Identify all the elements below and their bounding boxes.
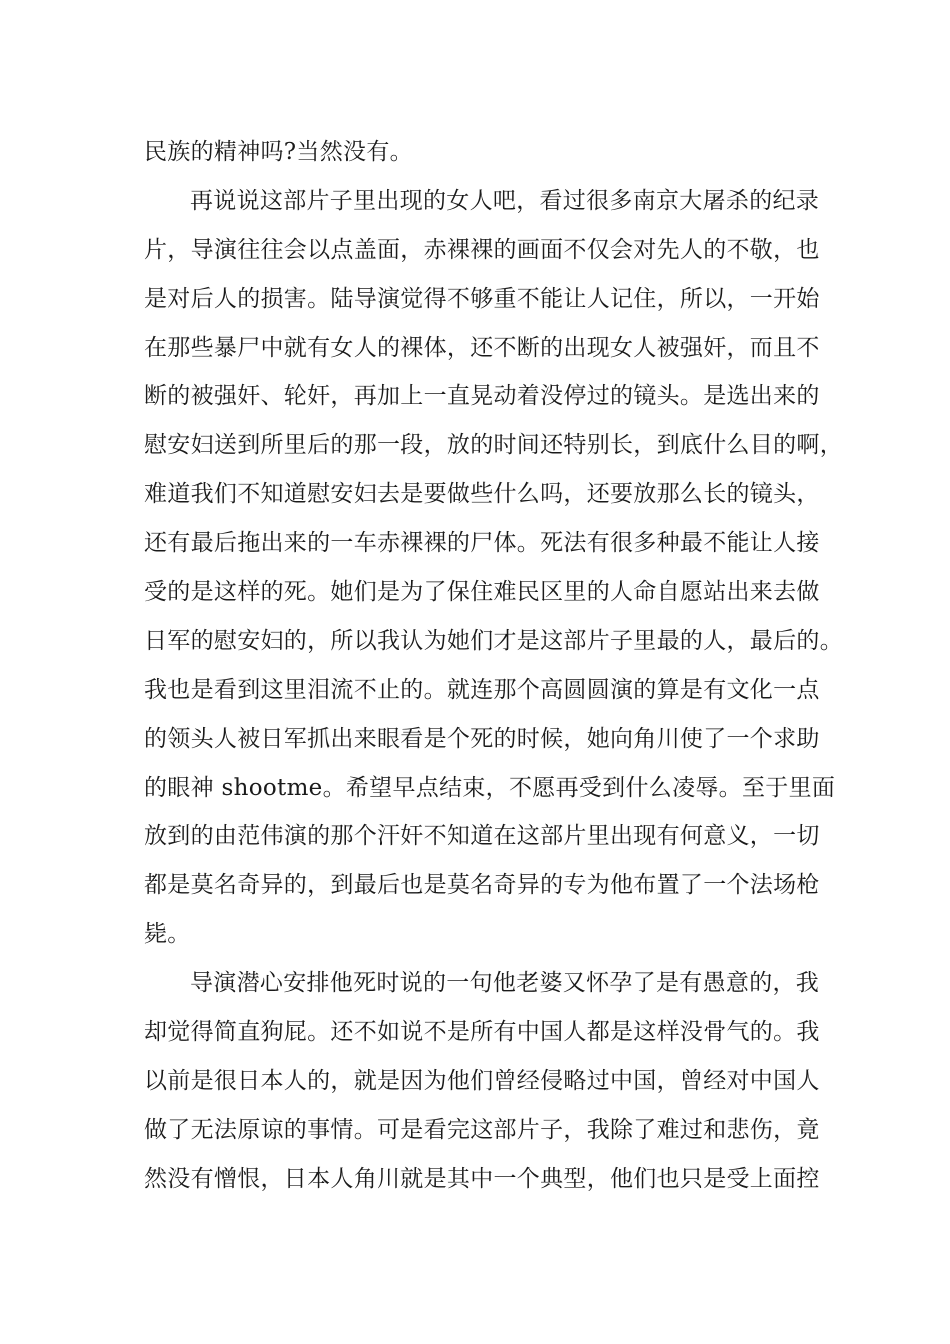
text-line: 是对后人的损害。陆导演觉得不够重不能让人记住，所以，一开始: [144, 285, 820, 312]
text-line: 都是莫名奇异的，到最后也是莫名奇异的专为他布置了一个法场枪: [144, 872, 820, 899]
text-line: 以前是很日本人的，就是因为他们曾经侵略过中国，曾经对中国人: [144, 1067, 820, 1094]
text-line: 片，导演往往会以点盖面，赤裸裸的画面不仅会对先人的不敬，也: [144, 236, 820, 263]
text-line: 难道我们不知道慰安妇去是要做些什么吗，还要放那么长的镜头，: [144, 481, 820, 508]
text-line: 做了无法原谅的事情。可是看完这部片子，我除了难过和悲伤，竟: [144, 1116, 820, 1143]
text-line: 然没有憎恨，日本人角川就是其中一个典型，他们也只是受上面控: [144, 1165, 820, 1192]
text-line: 断的被强奸、轮奸，再加上一直晃动着没停过的镜头。是选出来的: [144, 383, 820, 410]
text-line: 在那些暴尸中就有女人的裸体，还不断的出现女人被强奸，而且不: [144, 334, 820, 361]
text-line: 我也是看到这里泪流不止的。就连那个高圆圆演的算是有文化一点: [144, 676, 820, 703]
text-line: 却觉得简直狗屁。还不如说不是所有中国人都是这样没骨气的。我: [144, 1019, 820, 1046]
text-line: 放到的由范伟演的那个汗奸不知道在这部片里出现有何意义，一切: [144, 823, 820, 850]
text-line: 日军的慰安妇的，所以我认为她们才是这部片子里最的人，最后的。: [144, 627, 843, 654]
text-line: 民族的精神吗?当然没有。: [144, 139, 413, 165]
paragraph-first-line: 再说说这部片子里出现的女人吧，看过很多南京大屠杀的纪录: [190, 187, 820, 214]
document-body: [144, 128, 843, 1204]
text-line: 还有最后拖出来的一车赤裸裸的尸体。死法有很多种最不能让人接: [144, 530, 820, 557]
text-line: 受的是这样的死。她们是为了保住难民区里的人命自愿站出来去做: [144, 579, 820, 606]
text-line: 慰安妇送到所里后的那一段，放的时间还特别长，到底什么目的啊，: [144, 432, 843, 459]
paragraph-first-line: 导演潜心安排他死时说的一句他老婆又怀孕了是有愚意的，我: [190, 970, 820, 997]
text-line: 的领头人被日军抓出来眼看是个死的时候，她向角川使了一个求助: [144, 725, 820, 752]
text-line: 的眼神 shootme。希望早点结束，不愿再受到什么凌辱。至于里面: [144, 774, 836, 801]
text-line: 毙。: [144, 921, 191, 948]
